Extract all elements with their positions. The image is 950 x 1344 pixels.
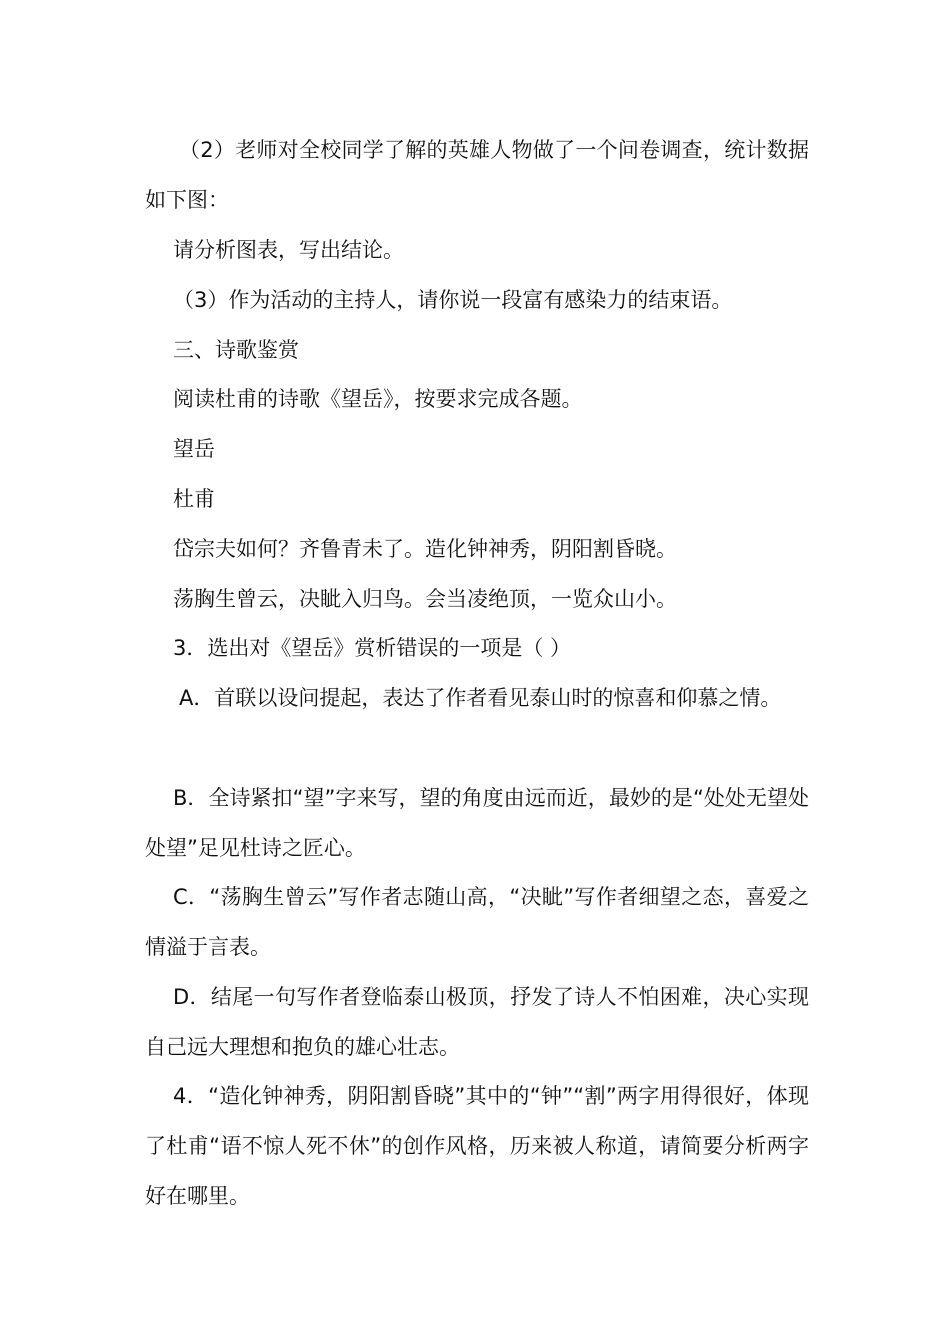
section-heading-poetry: 三、诗歌鉴赏	[173, 338, 299, 362]
poem-line-1: 岱宗夫如何？齐鲁青未了。造化钟神秀，阴阳割昏晓。	[173, 537, 677, 561]
reading-instruction: 阅读杜甫的诗歌《望岳》，按要求完成各题。	[173, 387, 583, 411]
option-b: B．全诗紧扣“望”字来写，望的角度由远而近，最妙的是“处处无望处处望”足见杜诗之匠心。	[145, 786, 809, 860]
question-3-stem: 3．选出对《望岳》赏析错误的一项是（ ）	[173, 636, 572, 660]
option-c: C．“荡胸生曾云”写作者志随山高，“决眦”写作者细望之态，喜爱之情溢于言表。	[145, 885, 809, 959]
question-2-survey: （2）老师对全校同学了解的英雄人物做了一个问卷调查，统计数据如下图：	[145, 138, 809, 212]
option-a: A．首联以设问提起，表达了作者看见泰山时的惊喜和仰慕之情。	[179, 686, 782, 710]
question-4: 4．“造化钟神秀，阴阳割昏晓”其中的“钟”“割”两字用得很好，体现了杜甫“语不惊人死不休”的创作风格，历来被人称道，请简要分析两字好在哪里。	[145, 1084, 809, 1208]
analyze-chart-prompt: 请分析图表，写出结论。	[173, 238, 404, 262]
poem-author: 杜甫	[173, 487, 215, 511]
question-3-closing: （3）作为活动的主持人，请你说一段富有感染力的结束语。	[173, 288, 733, 312]
option-d: D．结尾一句写作者登临泰山极顶，抒发了诗人不怕困难，决心实现自己远大理想和抱负的雄心壮志。	[145, 985, 809, 1059]
poem-line-2: 荡胸生曾云，决眦入归鸟。会当凌绝顶，一览众山小。	[173, 587, 677, 611]
poem-title: 望岳	[173, 437, 215, 461]
